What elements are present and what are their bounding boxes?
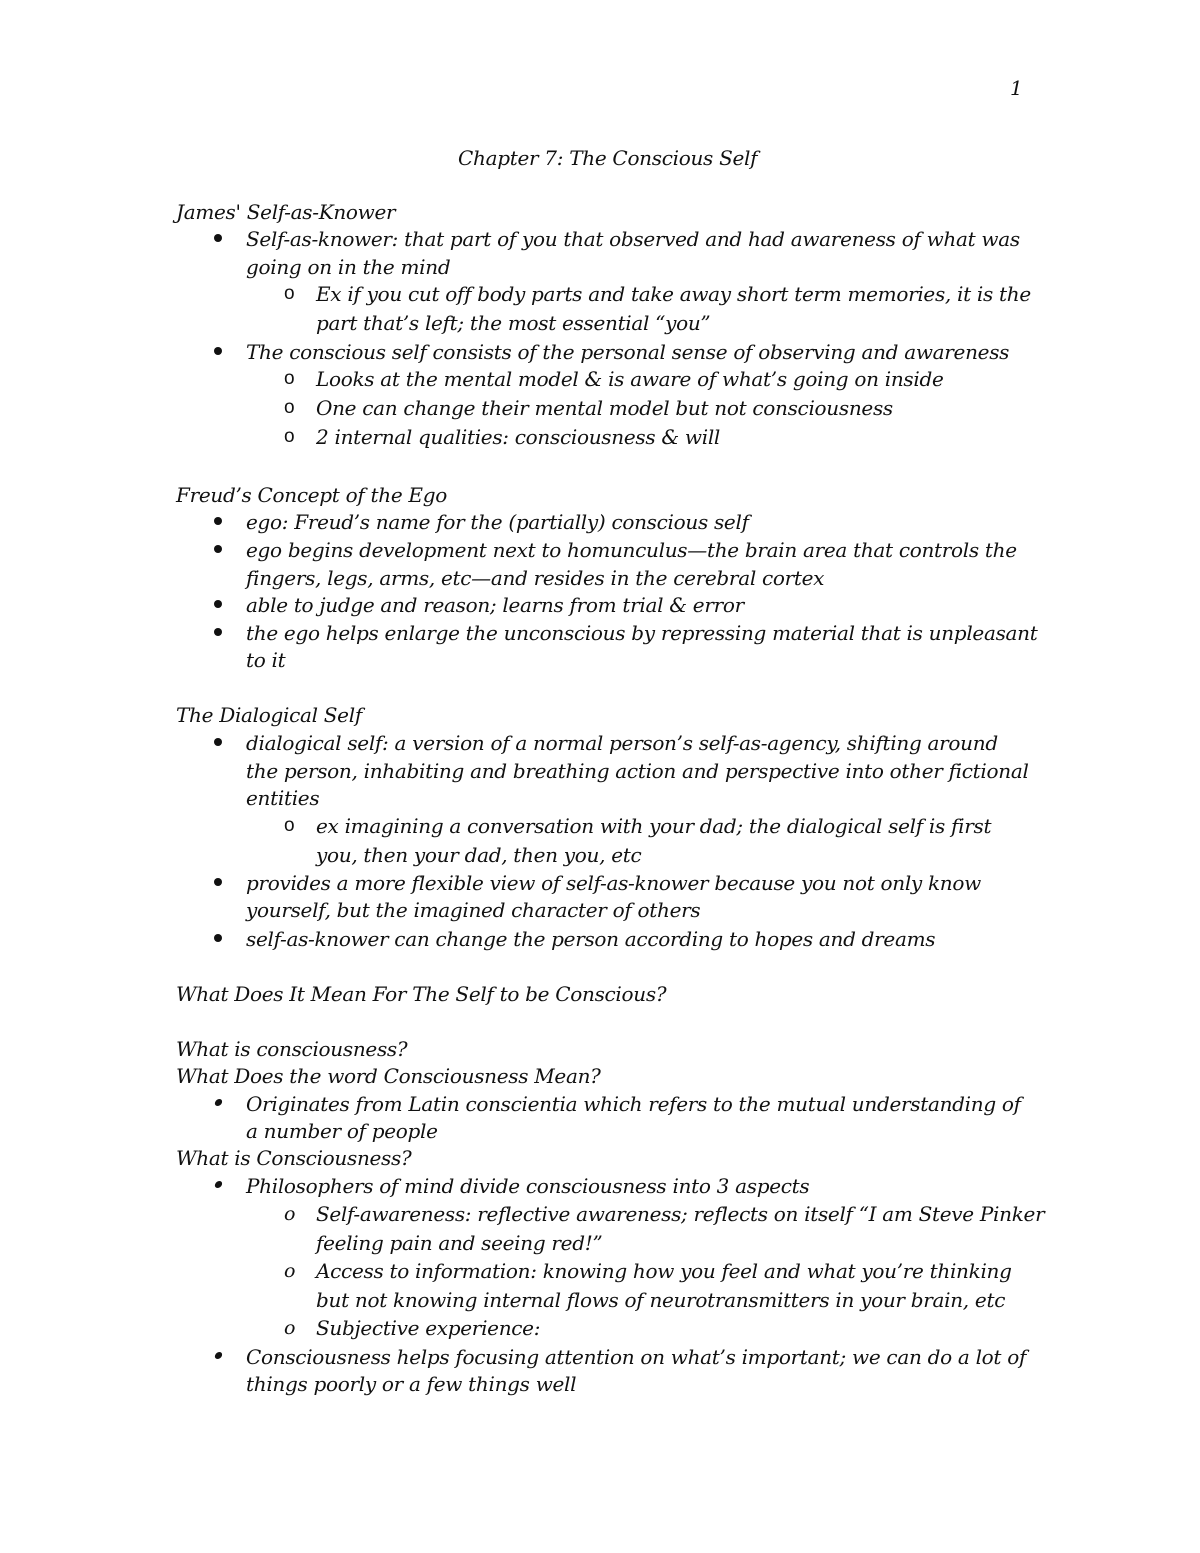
sub-bullet-marker: o (284, 1260, 296, 1282)
list-item-continuation: yourself, but the imagined character of others (246, 898, 701, 922)
list-item: able to judge and reason; learns from trial & error (246, 593, 744, 617)
sub-list-item: One can change their mental model but not consciousness (316, 396, 893, 420)
list-item: Self-as-knower: that part of you that observed and had awareness of what was (246, 227, 1020, 251)
list-item: Originates from Latin conscientia which refers to the mutual understanding of (246, 1092, 1021, 1116)
list-item: Consciousness helps focusing attention on what’s important; we can do a lot of (246, 1345, 1027, 1369)
section-heading-freud: Freud’s Concept of the Ego (176, 483, 447, 507)
list-item: self-as-knower can change the person according to hopes and dreams (246, 927, 936, 951)
sub-list-item: Self-awareness: reflective awareness; reflects on itself “I am Steve Pinker (316, 1202, 1045, 1226)
sub-bullet-marker: o (284, 397, 295, 418)
question-heading: What is consciousness? (176, 1037, 408, 1061)
bullet-marker (214, 600, 222, 608)
sub-bullet-marker: o (284, 1203, 296, 1225)
sub-list-item-continuation: feeling pain and seeing red!” (316, 1231, 603, 1255)
sub-bullet-marker: o (284, 815, 295, 836)
bullet-marker (214, 1181, 223, 1188)
sub-bullet-marker: o (284, 426, 295, 447)
page-title: Chapter 7: The Conscious Self (458, 146, 758, 170)
bullet-marker (214, 347, 222, 355)
question-heading: What Does the word Consciousness Mean? (176, 1064, 601, 1088)
bullet-marker (214, 628, 222, 636)
bullet-marker (214, 934, 222, 942)
page-number: 1 (1010, 76, 1023, 100)
sub-bullet-marker: o (284, 368, 295, 389)
question-heading: What is Consciousness? (176, 1146, 412, 1170)
sub-list-item-continuation: you, then your dad, then you, etc (316, 843, 642, 867)
list-item-continuation: things poorly or a few things well (246, 1372, 577, 1396)
list-item-continuation: going on in the mind (246, 255, 451, 279)
bullet-marker (214, 545, 222, 553)
list-item: Philosophers of mind divide consciousness into 3 aspects (246, 1174, 810, 1198)
list-item: provides a more flexible view of self-as-knower because you not only know (246, 871, 981, 895)
sub-list-item: Looks at the mental model & is aware of what’s going on inside (316, 367, 944, 391)
sub-list-item: Access to information: knowing how you feel and what you’re thinking (316, 1259, 1012, 1283)
section-heading-meaning: What Does It Mean For The Self to be Conscious? (176, 982, 667, 1006)
sub-list-item: Subjective experience: (316, 1316, 541, 1340)
bullet-marker (214, 234, 222, 242)
list-item-continuation: the person, inhabiting and breathing action and perspective into other fictional (246, 759, 1029, 783)
list-item-continuation: entities (246, 786, 320, 810)
bullet-marker (214, 1352, 223, 1359)
list-item: the ego helps enlarge the unconscious by repressing material that is unpleasant (246, 621, 1038, 645)
sub-list-item: 2 internal qualities: consciousness & will (316, 425, 721, 449)
sub-list-item: ex imagining a conversation with your dad; the dialogical self is first (316, 814, 992, 838)
sub-list-item-continuation: part that’s left; the most essential “you” (316, 311, 711, 335)
bullet-marker (214, 878, 222, 886)
bullet-marker (214, 517, 222, 525)
list-item: The conscious self consists of the personal sense of observing and awareness (246, 340, 1010, 364)
bullet-marker (214, 738, 222, 746)
bullet-marker (214, 1099, 223, 1106)
section-heading-dialogical: The Dialogical Self (176, 703, 362, 727)
list-item-continuation: to it (246, 648, 286, 672)
sub-bullet-marker: o (284, 283, 295, 304)
list-item: ego begins development next to homunculus—the brain area that controls the (246, 538, 1017, 562)
sub-list-item: Ex if you cut off body parts and take away short term memories, it is the (316, 282, 1031, 306)
list-item: ego: Freud’s name for the (partially) conscious self (246, 510, 749, 534)
list-item: dialogical self: a version of a normal person’s self-as-agency, shifting around (246, 731, 998, 755)
list-item-continuation: fingers, legs, arms, etc—and resides in the cerebral cortex (246, 566, 825, 590)
section-heading-james: James' Self-as-Knower (176, 200, 396, 224)
sub-list-item-continuation: but not knowing internal flows of neurotransmitters in your brain, etc (316, 1288, 1006, 1312)
list-item-continuation: a number of people (246, 1119, 438, 1143)
sub-bullet-marker: o (284, 1317, 296, 1339)
